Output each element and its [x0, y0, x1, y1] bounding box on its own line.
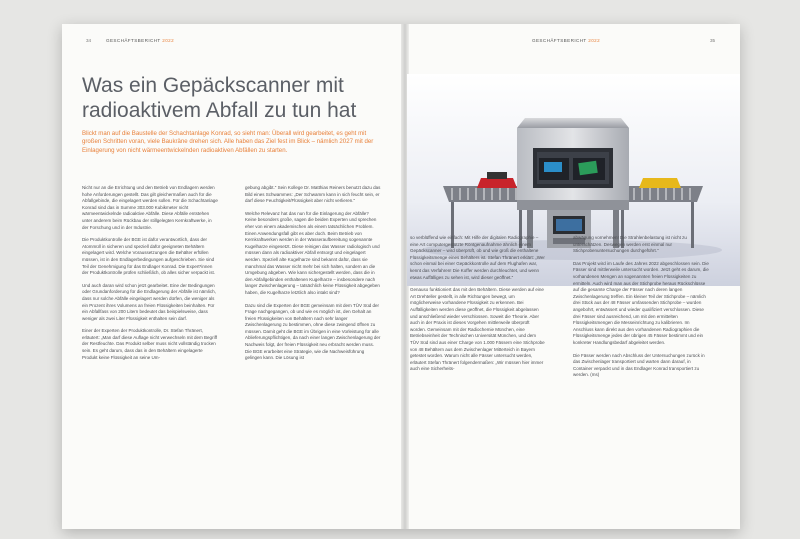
paragraph: abwägung vornehmen! Die Strahlenbelastung ist nicht zu unterschätzen. Deswegen werden erst einmal nur Stichprobenuntersuchungen durchgeführt." — [573, 235, 687, 254]
running-head-year: 2022 — [588, 38, 601, 43]
paragraph: Und auch daran wird schon jetzt gearbeitet. Eine der Bedingungen oder Grundanforderung für die Endlagerung der Abfälle ist nämlich, dass nur solche Abfälle eingelagert werden dürfen, die weniger als ein Prozent ihres Volumens an freien Flüssigkeiten beinhalten. Für ein Abfallfass von 200 Litern bedeutet das beispielsweise, dass weniger als zwei Liter Flüssigkeit enthalten sein darf. — [82, 282, 216, 321]
running-head-label: GESCHÄFTSBERICHT — [106, 38, 161, 43]
paragraph: Das Projekt wird im Laufe des Jahres 2022 abgeschlossen sein. Die Fässer sind mittlerweile untersucht worden. Jetzt geht es darum, die vorhandenen Mengen an sogenannten freien Flüssigkeiten zu ermitteln. Auch wird man aus der Stichprobe heraus Rückschlüsse auf die gesamte Charge der Fässer nach deren langen Zwischenlagerung treffen. Ein kleiner Teil der Stichprobe – nämlich drei Stück aus der 48 Fässer umfassenden Stichprobe – wurden angebohrt, entwässert und wieder qualifiziert verschlossen. Diese drei Fässer sind ausreichend, um mit den ermittelten Flüssigkeitsmengen die Messeinrichtung zu kalibrieren. Im Anschluss kann direkt aus den vorhandenen Radiographien die Flüssigkeitsmenge jedes der übrigen 45 Fässer bestimmt und ein konkreter Handlungsbedarf abgeleitet werden. — [573, 260, 709, 345]
paragraph: Welche Relevanz hat das nun für die Einlagerung der Abfälle? Keine besonders große, sagen die beiden Experten und sprechen eher von einem akademischen als einem tatsächlichen Problem. Einen Anwendungsfall gibt es aber doch. Beim Betrieb von Kernkraftwerken werden in der Wasseraufbereitung sogenannte Kugelharze eingesetzt. Diese reinigen das Wasser radiologisch und müssen dann als radioaktiver Abfall entsorgt und eingelagert werden. Speziell alte Kugelharze sind bekannt dafür, dass sie manchmal das Wasser nicht mehr bei sich halten, sondern an die Umgebung abgeben. Wie kann sichergestellt werden, dass die in den Abfallgebinden enthaltenen Kugelharze – insbesondere nach langer Zwischenlagerung – tatsächlich keine Flüssigkeit abgegeben haben, die Kugelharze letztlich also intakt sind? — [245, 210, 380, 295]
paragraph: so verblüffend wie einfach: Mit Hilfe der digitalen Radiographie – eine Art computergestützte Röntgenaufnahme ähnlich einem Gepäckscanner – wird überprüft, ob und wie groß die enthaltene Flüssigkeitsmenge eines Behälters ist. Stefan Thränert erklärt: „Wer schon einmal bei einer Gepäckkontrolle auf dem Flughafen war, kennt das Verfahren! Die Koffer werden durchleuchtet, und wenn etwas Auffälliges zu sehen ist, wird dieser geöffnet." — [410, 235, 545, 280]
page-number-right: 35 — [710, 38, 716, 43]
magazine-spread — [62, 24, 740, 529]
paragraph: Die Fässer werden nach Abschluss der Untersuchungen zurück in das Zwischenlager transportiert und warten dann darauf, in Container verpackt und in das Endlager Konrad transportiert zu werden. (ms) — [573, 352, 705, 378]
paragraph: Nicht nur an die Errichtung und den Betrieb von Endlagern werden hohe Anforderungen gestellt. Das gilt gleichermaßen auch für die Abfallgebinde, die eingelagert werden sollen. Für die Schachtanlage Konrad sind das in Summe 303.000 Kubikmeter nicht wärmeentwickelnde radioaktive Abfälle. Diese Abfälle entstehen unter anderem beim Rückbau der stillgelegten Kernkraftwerke, in der Forschung und in der Industrie. — [82, 185, 218, 230]
paragraph: Einer der Experten der Produktkontrolle, Dr. Stefan Thränert, erläutert: „Man darf diese Auflage nicht verwechseln mit dem Begriff der Restfeuchte. Das Produkt selber muss nicht vollständig trocken sein. Es geht darum, dass das in den Behältern eingelagerte Produkt keine Flüssigkeit an seine Um- — [82, 328, 217, 360]
article-title: Was ein Gepäckscanner mit radioaktivem Abfall zu tun hat — [82, 74, 357, 122]
text-column-3 — [410, 235, 546, 379]
article-lead: Blickt man auf die Baustelle der Schachtanlage Konrad, so sieht man: Überall wird gearbeitet, es geht mit großen Schritten voran, viele Baukräne drehen sich. Alle haben das Ziel fest im Blick – nämlich 2027 mit der Einlagerung von nicht wärmeentwickelnden radioaktiven Abfällen zu starten. — [82, 130, 374, 154]
text-column-2 — [245, 185, 381, 368]
text-column-4 — [573, 235, 709, 385]
paragraph: Die Produktkontrolle der BGE ist dafür verantwortlich, dass der Atommüll in sicheren und speziell dafür geeigneten Behältern eingelagert wird. Welche Voraussetzungen die Behälter erfüllen müssen, ist in den Endlagerbedingungen aufgeschrieben. Sie sind Teil der Genehmigung für das Endlager Konrad. Die Expert*innen der Produktkontrolle prüfen schließlich, ob alles sicher verpackt ist. — [82, 237, 216, 276]
running-head-label: GESCHÄFTSBERICHT — [532, 38, 587, 43]
running-head-year: 2022 — [162, 38, 175, 43]
running-head-right — [532, 38, 600, 43]
paragraph: Genauso funktioniert das mit den Behältern. Diese werden auf eine Art Drehteller gestellt, in alle Richtungen bewegt, um möglicherweise vorhandene Flüssigkeit zu erkennen. Bei Auffälligkeiten werden diese geöffnet, die Flüssigkeit abgelassen und anschließend wieder verschlossen. Soweit die Theorie. Aber auch in der Praxis ist dieses Vorgehen mittlerweile überprüft worden. Gemeinsam mit der Radiochemie München, eine Betriebseinheit der Technischen Universität München, und dem TÜV Süd sind aus einer Charge von 1.000 Fässern eine Stichprobe von 48 Behältern aus dem Zwischenlager Mitterteich in Bayern getestet worden. Warum nicht alle Fässer untersucht werden, erläutert Stefan Thränert folgendermaßen: „Wir müssen hier immer auch eine Sicherheits- — [410, 287, 545, 372]
paragraph: Dazu sind die Experten der BGE gemeinsam mit dem TÜV Süd der Frage nachgegangen, ob und wie es möglich ist, den Gehalt an freien Flüssigkeiten von Behältern nach sehr langer Zwischenlagerung zu bestimmen, ohne diese zwingend öffnen zu müssen. Damit geht die BGE im Übrigen in eine Vorleistung für alle Ablieferungspflichtigen, da nach einer langen Zwischenlagerung der Nachweis folgt, der freien Flüssigkeit neu erbracht werden muss. Die BGE erarbeitet eine Strategie, wie die Nachweisführung gelingen kann. Die Lösung ist — [245, 302, 381, 361]
page-number-left: 34 — [86, 38, 92, 43]
paragraph: gebung abgibt." Sein Kollege Dr. Matthias Reiners benutzt dazu das Bild eines Schwammes: „Der Schwamm kann in sich feucht sein, er darf diese Feuchtigkeit/Flüssigkeit aber nicht verlieren." — [245, 185, 381, 204]
running-head-left — [106, 38, 174, 43]
text-column-1 — [82, 185, 218, 367]
